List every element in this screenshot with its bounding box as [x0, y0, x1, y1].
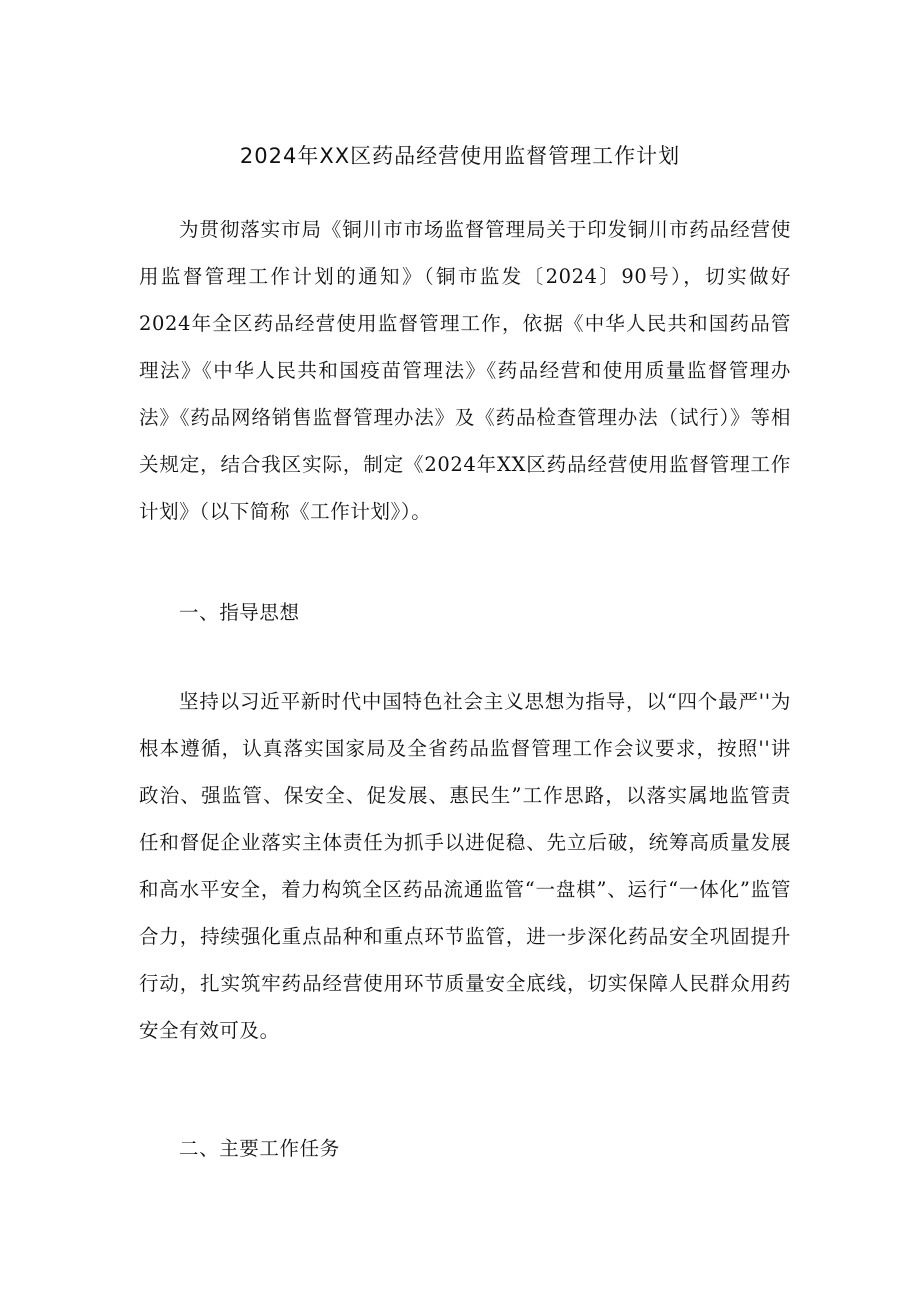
intro-paragraph: 为贯彻落实市局《铜川市市场监督管理局关于印发铜川市药品经营使用监督管理工作计划的通知》（铜市监发〔2024〕90号），切实做好2024年全区药品经营使用监督管理工作，依据《中华人民共和国药品管理法》《中华人民共和国疫苗管理法》《药品经营和使用质量监督管理办法》《药品网络销售监督管理办法》及《药品检查管理办法（试行）》等相关规定，结合我区实际，制定《2024年XX区药品经营使用监督管理工作计划》（以下简称《工作计划》）。 — [139, 218, 791, 523]
guiding-ideology-paragraph: 坚持以习近平新时代中国特色社会主义思想为指导，以“四个最严''为根本遵循，认真落实国家局及全省药品监督管理工作会议要求，按照''讲政治、强监管、保安全、促发展、惠民生”工作思路，以落实属地监管责任和督促企业落实主体责任为抓手以进促稳、先立后破，统筹高质量发展和高水平安全，着力构筑全区药品流通监管“一盘棋”、运行“一体化”监管合力，持续强化重点品种和重点环节监管，进一步深化药品安全巩固提升行动，扎实筑牢药品经营使用环节质量安全底线，切实保障人民群众用药安全有效可及。 — [139, 690, 791, 1042]
document-title: 2024年XX区药品经营使用监督管理工作计划 — [239, 144, 681, 168]
section-heading-guiding-ideology: 一、指导思想 — [179, 601, 300, 624]
section-heading-main-tasks: 二、主要工作任务 — [179, 1137, 340, 1160]
